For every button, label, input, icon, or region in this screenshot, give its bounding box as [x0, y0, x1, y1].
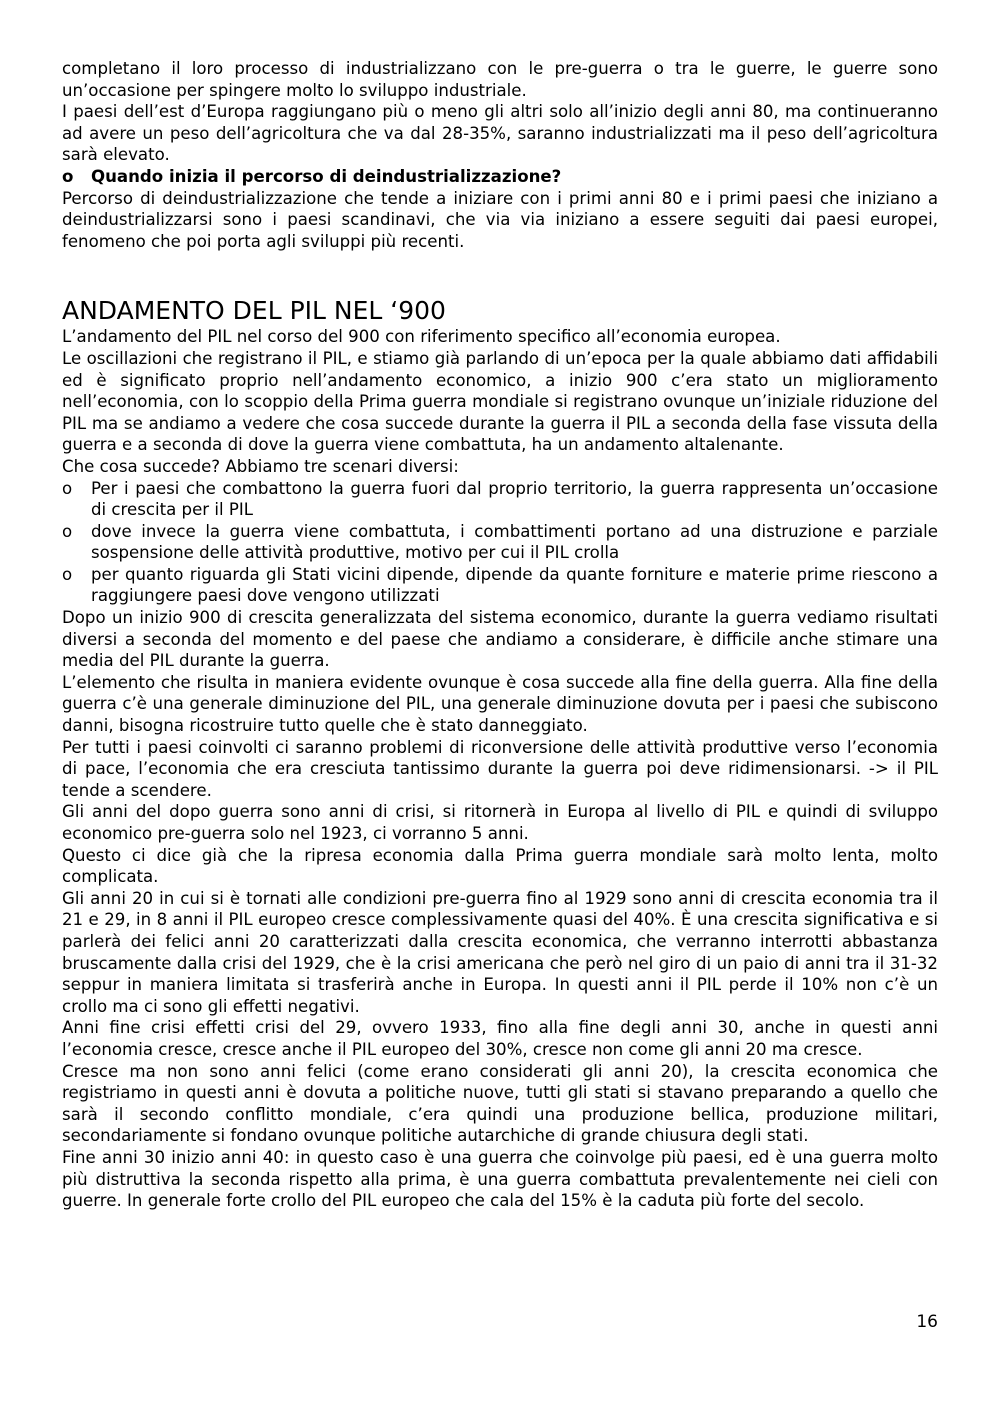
body-paragraph-1: Dopo un inizio 900 di crescita generalizzata del sistema economico, durante la guerra vediamo risultati diversi a seconda del momento e del paese che andiamo a considerare, è difficile anche stimare una media del PIL durante la guerra. [62, 608, 938, 671]
body-paragraph-8: Cresce ma non sono anni felici (come erano considerati gli anni 20), la crescita economica che registriamo in questi anni è dovuta a politiche nuove, tutti gli stati si stavano preparando a quello che sarà il secondo conflitto mondiale, c’era quindi una produzione bellica, produzione militari, secondariamente si fondano ovunque politiche autarchiche di grande chiusura degli stati. [62, 1061, 938, 1146]
question-text: Quando inizia il percorso di deindustrializzazione? [91, 166, 562, 186]
bullet-marker: o [62, 521, 73, 541]
list-item [62, 478, 938, 521]
body-paragraph-6: Gli anni 20 in cui si è tornati alle condizioni pre-guerra fino al 1929 sono anni di crescita economia tra il 21 e 29, in 8 anni il PIL europeo cresce complessivamente quasi del 40%. È una crescita significativa e si parlerà dei felici anni 20 caratterizzati dalla crescita economica, che verranno interrotti abbastanza bruscamente dalla crisi del 1929, che è la crisi americana che però nel giro di un paio di anni tra il 31-32 seppur in maniera limitata si trasferirà anche in Europa. In questi anni il PIL perde il 10% non c’è un crollo ma ci sono gli effetti negativi. [62, 888, 938, 1016]
section-paragraph-3: Che cosa succede? Abbiamo tre scenari diversi: [62, 456, 459, 476]
body-paragraph-9: Fine anni 30 inizio anni 40: in questo caso è una guerra che coinvolge più paesi, ed è una guerra molto più distruttiva la seconda rispetto alla prima, è una guerra combattuta prevalentemente nei cieli con guerre. In generale forte crollo del PIL europeo che cala del 15% è la caduta più forte del secolo. [62, 1147, 938, 1211]
page-number: 16 [916, 1312, 938, 1332]
section-heading: ANDAMENTO DEL PIL NEL ‘900 [62, 296, 446, 326]
body-paragraph-2: L’elemento che risulta in maniera evidente ovunque è cosa succede alla fine della guerra. Alla fine della guerra c’è una generale diminuzione del PIL, una generale diminuzione dovuta per i paesi che subiscono danni, bisogna ricostruire tutto quelle che è stato danneggiato. [62, 672, 938, 736]
answer-paragraph: Percorso di deindustrializzazione che tende a iniziare con i primi anni 80 e i primi paesi che iniziano a deindustrializzarsi sono i paesi scandinavi, che via via iniziano a essere seguiti dai paesi europei, fenomeno che poi porta agli sviluppi più recenti. [62, 188, 938, 251]
scenario-list [62, 478, 938, 608]
bullet-marker: o [62, 478, 73, 498]
section-paragraph-2: Le oscillazioni che registrano il PIL, e stiamo già parlando di un’epoca per la quale abbiamo dati affidabili ed è significato proprio nell’andamento economico, a inizio 900 c’era stato un miglioramento nell’economia, con lo scoppio della Prima guerra mondiale si registrano ovunque un’iniziale riduzione del PIL ma se andiamo a vedere che cosa succede durante la guerra il PIL a seconda della fase vissuta della guerra e a seconda di dove la guerra viene combattuta, ha un andamento altalenante. [62, 348, 938, 455]
body-paragraph-7: Anni fine crisi effetti crisi del 29, ovvero 1933, fino alla fine degli anni 30, anche in questi anni l’economia cresce, cresce anche il PIL europeo del 30%, cresce non come gli anni 20 ma cresce. [62, 1018, 938, 1059]
list-item [62, 564, 938, 607]
list-item [62, 521, 938, 564]
question-line [62, 166, 938, 188]
intro-paragraph-2: I paesi dell’est d’Europa raggiungano più o meno gli altri solo all’inizio degli anni 80, ma continueranno ad avere un peso dell’agricoltura che va dal 28-35%, saranno industrializzati ma il peso dell’agricoltura sarà elevato. [62, 102, 938, 165]
body-paragraph-4: Gli anni del dopo guerra sono anni di crisi, si ritornerà in Europa al livello di PIL e quindi di sviluppo economico pre-guerra solo nel 1923, ci vorranno 5 anni. [62, 802, 938, 843]
section-spacer [62, 252, 938, 296]
intro-paragraph-1: completano il loro processo di industrializzano con le pre-guerra o tra le guerre, le guerre sono un’occasione per spingere molto lo sviluppo industriale. [62, 59, 938, 100]
body-paragraph-5: Questo ci dice già che la ripresa economia dalla Prima guerra mondiale sarà molto lenta, molto complicata. [62, 845, 938, 887]
list-item-text: per quanto riguarda gli Stati vicini dipende, dipende da quante forniture e materie prime riescono a raggiungere paesi dove vengono utilizzati [91, 564, 938, 606]
section-paragraph-1: L’andamento del PIL nel corso del 900 con riferimento specifico all’economia europea. [62, 327, 781, 347]
list-item-text: Per i paesi che combattono la guerra fuori dal proprio territorio, la guerra rappresenta un’occasione di crescita per il PIL [91, 478, 938, 520]
list-item-text: dove invece la guerra viene combattuta, i combattimenti portano ad una distruzione e parziale sospensione delle attività produttive, motivo per cui il PIL crolla [91, 521, 938, 563]
page-content [62, 58, 938, 1212]
question-bullet-marker: o [62, 166, 74, 186]
body-paragraph-3: Per tutti i paesi coinvolti ci saranno problemi di riconversione delle attività produttive verso l’economia di pace, l’economia che era cresciuta tantissimo durante la guerra poi deve ridimensionarsi. -> il PIL tende a scendere. [62, 737, 938, 800]
bullet-marker: o [62, 564, 73, 584]
